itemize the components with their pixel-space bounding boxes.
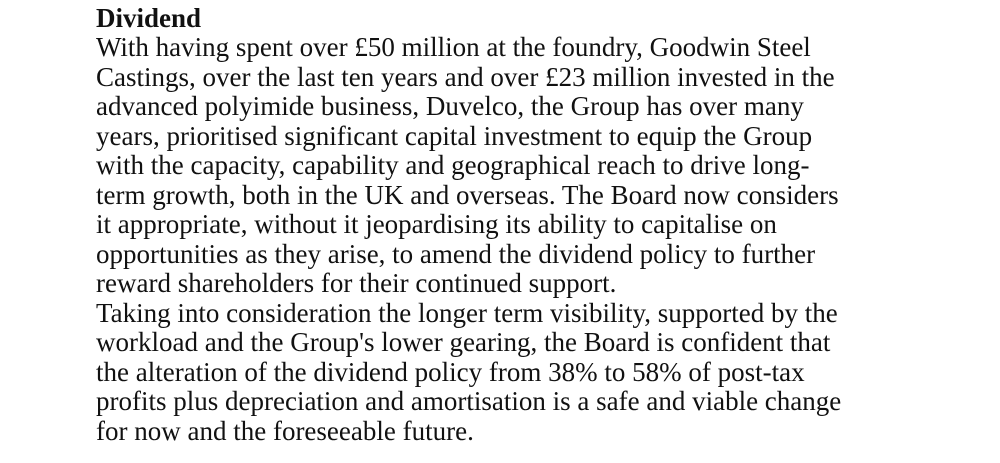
paragraph-2 xyxy=(96,299,996,447)
text-line: for now and the foreseeable future. xyxy=(96,415,474,446)
text-line: with the capacity, capability and geographical reach to drive long- xyxy=(96,150,810,180)
text-line: term growth, both in the UK and overseas. The Board now considers xyxy=(96,179,839,210)
text-line: With having spent over £50 million at the foundry, Goodwin Steel xyxy=(96,32,811,62)
text-line: reward shareholders for their continued support. xyxy=(96,268,617,298)
paragraph-1 xyxy=(96,33,996,299)
text-line: Taking into consideration the longer term visibility, supported by the xyxy=(96,297,838,328)
text-line: opportunities as they arise, to amend the dividend policy to further xyxy=(96,238,816,269)
document-section xyxy=(96,3,996,446)
text-line: advanced polyimide business, Duvelco, the Group has over many xyxy=(96,91,804,121)
text-line: years, prioritised significant capital investment to equip the Group xyxy=(96,120,813,151)
text-line: profits plus depreciation and amortisation is a safe and viable change xyxy=(96,386,842,416)
text-line: workload and the Group's lower gearing, the Board is confident that xyxy=(96,327,831,357)
section-heading: Dividend xyxy=(96,3,202,33)
text-line: it appropriate, without it jeopardising its ability to capitalise on xyxy=(96,209,777,239)
text-line: the alteration of the dividend policy from 38% to 58% of post-tax xyxy=(96,356,805,387)
text-line: Castings, over the last ten years and over £23 million invested in the xyxy=(96,61,835,92)
